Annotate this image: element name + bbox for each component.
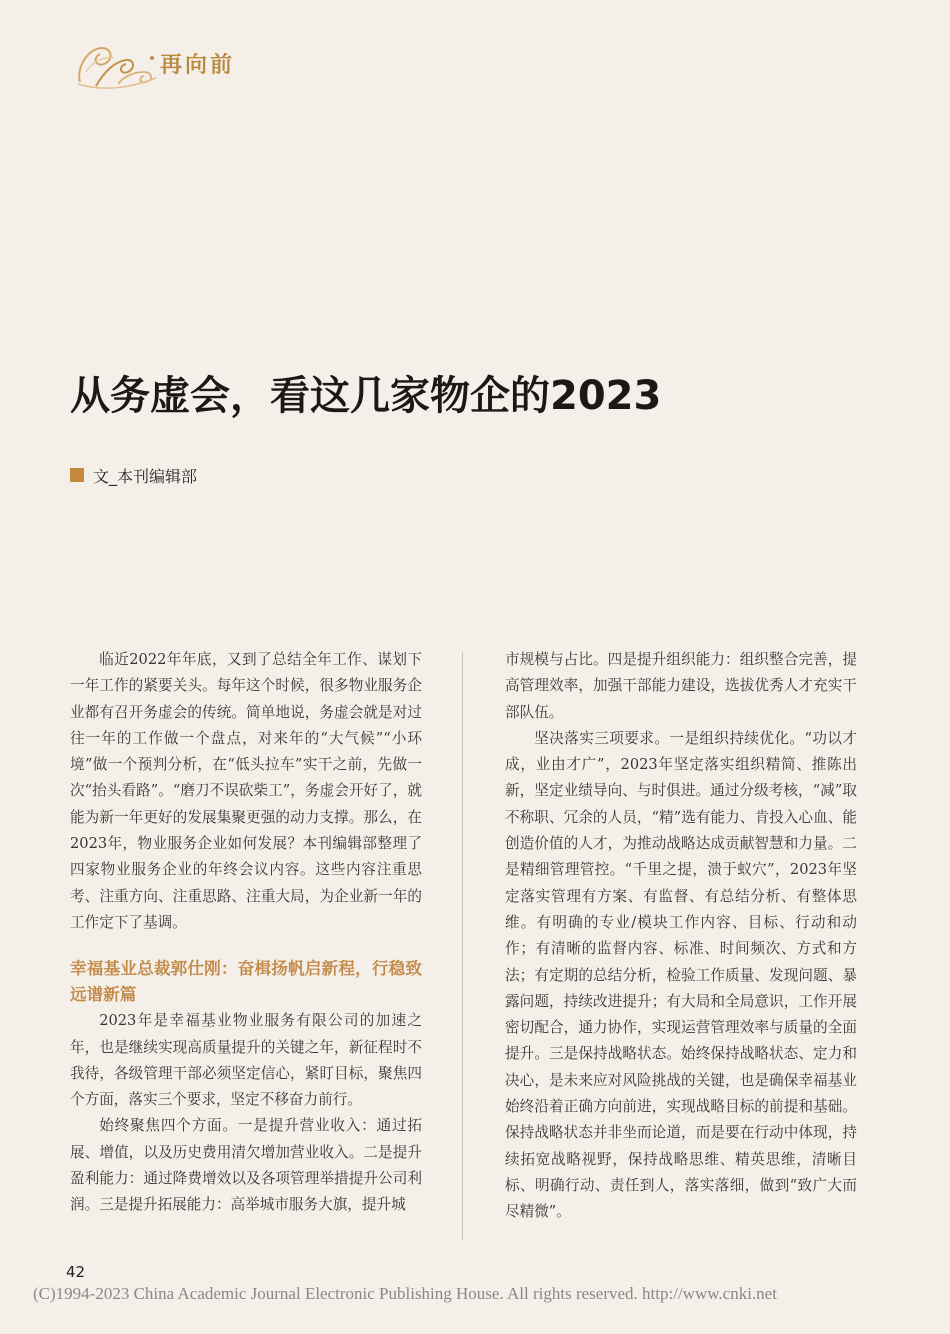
right-column [505, 647, 857, 1226]
body-paragraph-continued: 市规模与占比。四是提升组织能力：组织整合完善，提高管理效率，加强干部能力建设，选拔优秀人才充实干部队伍。 [505, 651, 857, 721]
byline-text: 文_本刊编辑部 [93, 466, 198, 486]
body-paragraph: 始终聚焦四个方面。一是提升营业收入：通过拓展、增值，以及历史费用清欠增加营业收入。二是提升盈利能力：通过降费增效以及各项管理举措提升公司利润。三是提升拓展能力：高举城市服务大旗，提升城 [70, 1117, 422, 1214]
page-number: 42 [66, 1263, 86, 1281]
square-bullet-icon [70, 468, 84, 482]
column-divider [462, 652, 463, 1240]
body-paragraph: 坚决落实三项要求。一是组织持续优化。“功以才成，业由才广”，2023年坚定落实组织精简、推陈出新，坚定业绩导向、与时俱进。通过分级考核，“减”取不称职、冗余的人员，“精”选有能力、肯投入心血、能创造价值的人才，为推动战略达成贡献智慧和力量。二是精细管理管控。“千里之提，溃于蚁穴”，2023年坚定落实管理有方案、有监督、有总结分析、有整体思维。有明确的专业/模块工作内容、目标、行动和动作；有清晰的监督内容、标准、时间频次、方式和方法；有定期的总结分析，检验工作质量、发现问题、暴露问题，持续改进提升；有大局和全局意识，工作开展密切配合，通力协作，实现运营管理效率与质量的全面提升。三是保持战略状态。始终保持战略状态、定力和决心，是未来应对风险挑战的关键，也是确保幸福基业始终沿着正确方向前进，实现战略目标的前提和基础。保持战略状态并非坐而论道，而是要在行动中体现，持续拓宽战略视野，保持战略思维、精英思维，清晰目标、明确行动、责任到人，落实落细，做到“致广大而尽精微”。 [505, 729, 857, 1221]
magazine-logo [74, 32, 244, 94]
intro-paragraph: 临近2022年年底，又到了总结全年工作、谋划下一年工作的紧要关头。每年这个时候，很多物业服务企业都有召开务虚会的传统。简单地说，务虚会就是对过往一年的工作做一个盘点，对来年的“大气候”“小环境”做一个预判分析，在“低头拉车”实干之前，先做一次“抬头看路”。“磨刀不误砍柴工”，务虚会开好了，就能为新一年更好的发展集聚更强的动力支撑。那么，在2023年，物业服务企业如何发展？本刊编辑部整理了四家物业服务企业的年终会议内容。这些内容注重思考、注重方向、注重思路、注重大局，为企业新一年的工作定下了基调。 [70, 651, 422, 931]
article-title: 从务虚会，看这几家物企的2023 [70, 373, 662, 419]
logo-text: 再向前 [160, 52, 236, 78]
copyright-notice: (C)1994-2023 China Academic Journal Electronic Publishing House. All rights reserved. http://www.cnki.net [33, 1284, 777, 1303]
section-heading: 幸福基业总裁郭仕刚：奋楫扬帆启新程，行稳致远谱新篇 [70, 959, 422, 1005]
golden-swirl-icon [74, 32, 158, 94]
byline [70, 464, 197, 486]
left-column [70, 647, 422, 1219]
body-paragraph: 2023年是幸福基业物业服务有限公司的加速之年，也是继续实现高质量提升的关键之年，新征程时不我待，各级管理干部必须坚定信心，紧盯目标，聚焦四个方面，落实三个要求，坚定不移奋力前行。 [70, 1012, 422, 1109]
